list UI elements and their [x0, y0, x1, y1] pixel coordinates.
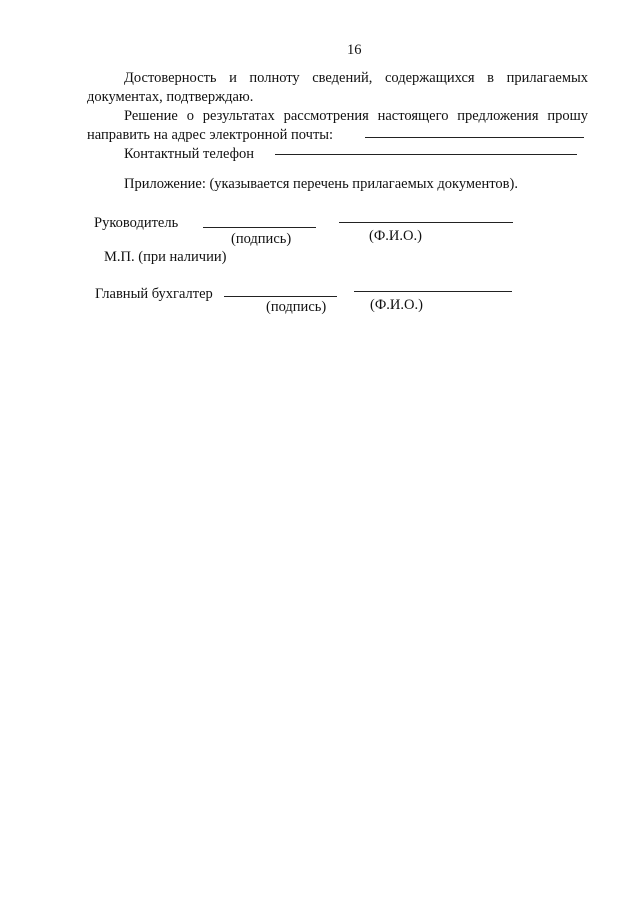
head-name-line — [339, 222, 513, 223]
accountant-name-caption: (Ф.И.О.) — [370, 297, 423, 313]
head-name-caption: (Ф.И.О.) — [369, 228, 422, 244]
phone-blank-line — [275, 154, 577, 155]
head-label: Руководитель — [94, 215, 179, 231]
accountant-label: Главный бухгалтер — [95, 286, 213, 302]
confirm-text-line-1: Достоверность и полноту сведений, содержащихся в прилагаемых — [124, 70, 588, 86]
decision-text-line-2: направить на адрес электронной почты: — [87, 127, 334, 143]
page-number: 16 — [347, 42, 362, 58]
email-blank-line — [365, 137, 584, 138]
accountant-name-line — [354, 291, 512, 292]
attachment-text: Приложение: (указывается перечень прилагаемых документов). — [124, 176, 518, 192]
accountant-signature-line — [224, 296, 337, 297]
phone-label: Контактный телефон — [124, 146, 255, 162]
decision-text-line-1: Решение о результатах рассмотрения настоящего предложения прошу — [124, 108, 588, 124]
confirm-text-line-2: документах, подтверждаю. — [87, 89, 254, 105]
seal-text: М.П. (при наличии) — [104, 249, 227, 265]
accountant-signature-caption: (подпись) — [266, 299, 327, 315]
head-signature-line — [203, 227, 316, 228]
head-signature-caption: (подпись) — [231, 231, 292, 247]
